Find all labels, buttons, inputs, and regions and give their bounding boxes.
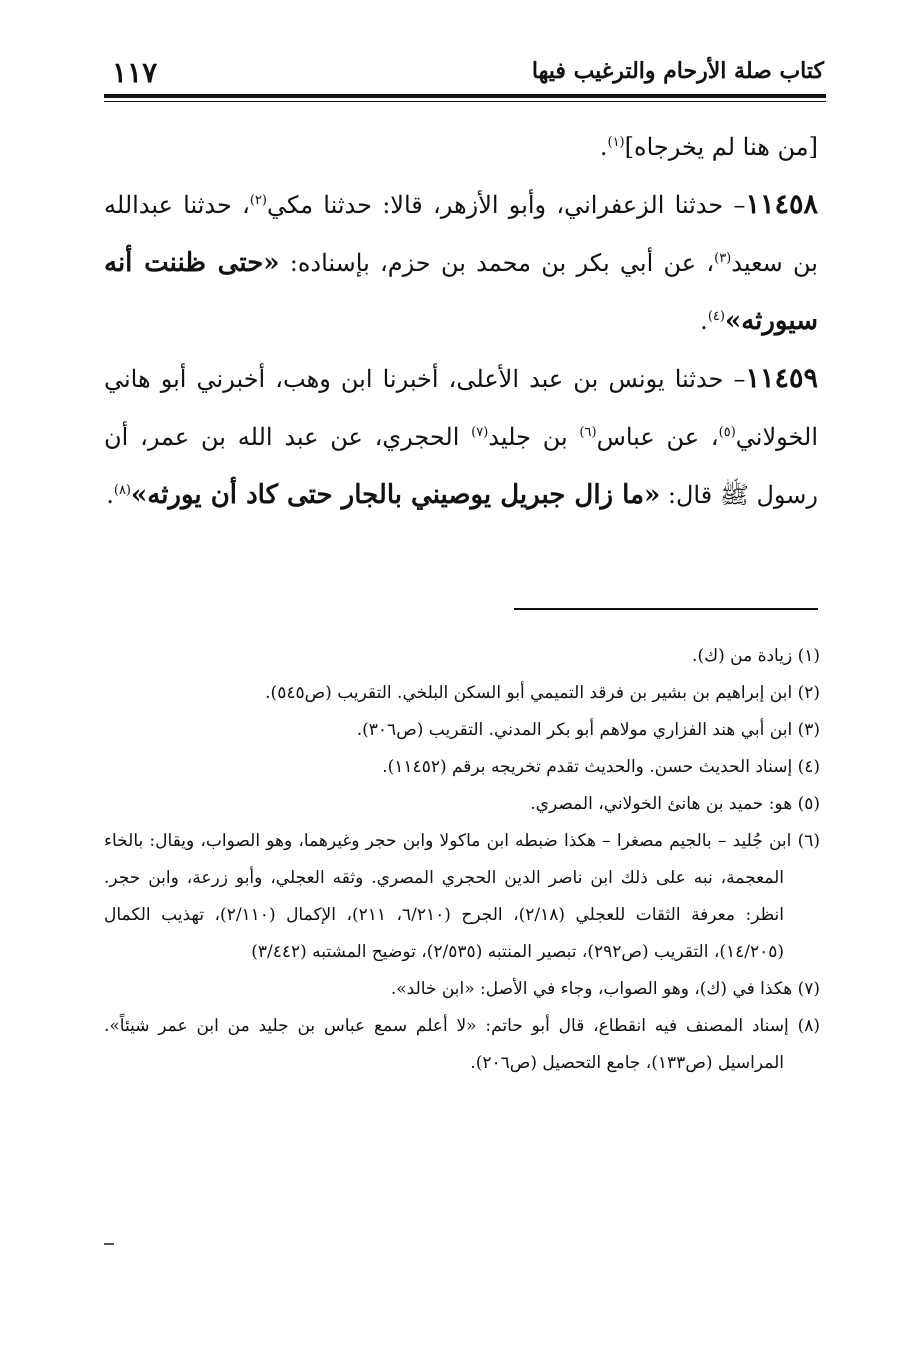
footnote: (١) زيادة من (ك). [692, 646, 820, 666]
hadith-text: الحجري، عن عبد الله بن عمر، أن رسول ﷺ قال: [104, 423, 818, 509]
footnote: (٣) ابن أبي هند الفزاري مولاهم أبو بكر المدني. التقريب (ص٣٠٦). [356, 720, 820, 740]
footnote: (٢) ابن إبراهيم بن بشير بن فرقد التميمي أبو السكن البلخي. التقريب (ص٥٤٥). [265, 683, 820, 703]
intro-end: . [599, 133, 608, 161]
footnote-ref: (١) [607, 135, 625, 150]
intro-text: [من هنا لم يخرجاه] [624, 133, 818, 161]
hadith-end: . [700, 307, 708, 335]
footnote-ref: (٥) [718, 425, 736, 440]
header-rule-thick [104, 94, 826, 98]
hadith-end: . [106, 481, 114, 509]
footnote-ref: (٦) [579, 425, 597, 440]
footnote-ref: (٣) [714, 251, 732, 266]
hadith-quote: «ما زال جبريل يوصيني بالجار حتى كاد أن يورثه» [131, 480, 661, 510]
main-text [104, 118, 818, 524]
footnote-ref: (٨) [113, 483, 131, 498]
page-number: ١١٧ [112, 56, 158, 89]
footnote-ref: (٧) [471, 425, 489, 440]
footnote-ref: (٤) [707, 309, 725, 324]
hadith-number: ١١٤٥٩ [745, 363, 818, 394]
page-header [104, 58, 824, 96]
hadith-number: ١١٤٥٨ [745, 189, 819, 220]
hadith-text: – حدثنا الزعفراني، وأبو الأزهر، قالا: حدثنا مكي [266, 191, 746, 219]
footnotes [104, 638, 820, 1082]
hadith-text: ، حدثنا عبدالله بن سعيد [104, 191, 818, 277]
hadith-text: ، عن أبي بكر بن محمد بن حزم، بإسناده: [279, 249, 715, 277]
intro-line [104, 118, 818, 176]
header-rule-thin [104, 101, 826, 102]
hadith-text: ، عن عباس [596, 423, 719, 451]
footnote-separator [514, 608, 818, 610]
hadith-text: بن جليد [488, 423, 580, 451]
footnote-ref: (٢) [249, 193, 267, 208]
footnote: (٧) هكذا في (ك)، وهو الصواب، وجاء في الأصل: «ابن خالد». [390, 979, 820, 999]
footnote: (٤) إسناد الحديث حسن. والحديث تقدم تخريجه برقم (١١٤٥٢). [382, 757, 820, 777]
hadith-quote: «حتى ظننت أنه سيورثه» [104, 248, 818, 336]
footnote: (٦) ابن جُليد – بالجيم مصغرا – هكذا ضبطه ابن ماكولا وابن حجر وغيرهما، وهو الصواب، ويقال: بالخاء المعجمة، نبه على ذلك ابن ناصر الدين الحجري المصري. وثقه العجلي، وأبو زرعة، وابن حجر. انظر: معرفة الثقات للعجلي (٢/١٨)، الجرح (٦/٢١٠، ٢١١)، الإكمال (٢/١١٠)، تهذيب الكمال (١٤/٢٠٥)، التقريب (ص٢٩٢)، تبصير المنتبه (٢/٥٣٥)، توضيح المشتبه (٣/٤٤٢) [104, 831, 820, 962]
footnote: (٥) هو: حميد بن هانئ الخولاني، المصري. [530, 794, 820, 814]
hadith-text: – حدثنا يونس بن عبد الأعلى، أخبرنا ابن وهب، أخبرني أبو هاني الخولاني [104, 365, 819, 451]
footnote: (٨) إسناد المصنف فيه انقطاع، قال أبو حاتم: «لا أعلم سمع عباس بن جليد من ابن عمر شيئاً». المراسيل (ص١٣٣)، جامع التحصيل (ص٢٠٦). [104, 1016, 820, 1073]
hadith-paragraph [104, 350, 818, 524]
hadith-paragraph [104, 176, 818, 350]
scan-mark [104, 1243, 114, 1245]
running-title: كتاب صلة الأرحام والترغيب فيها [531, 58, 824, 84]
